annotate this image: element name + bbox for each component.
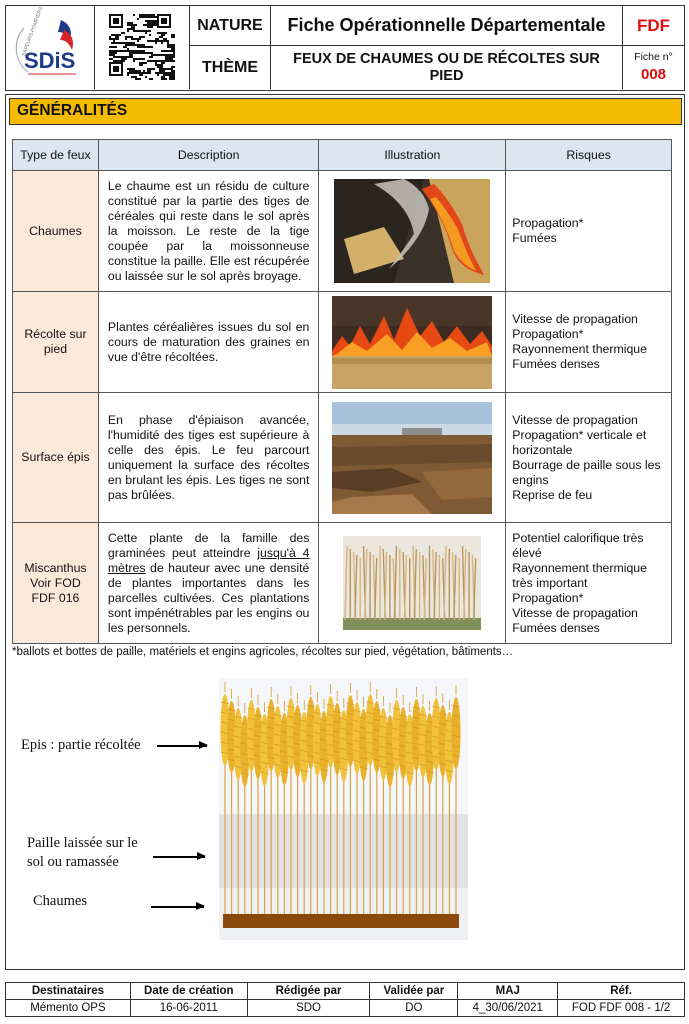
description-underlined: jusqu'à 4 mètres <box>107 545 310 575</box>
sdis-logo <box>6 6 95 89</box>
header-illustration: Illustration <box>319 140 506 171</box>
header-type: Type de feux <box>13 140 99 171</box>
stubble-fire-photo <box>319 171 506 292</box>
miscanthus-photo <box>319 523 506 644</box>
risk-item: Rayonnement thermique très important <box>512 560 647 590</box>
wheat-plant-diagram <box>219 678 468 940</box>
footer-header: Rédigée par <box>247 983 370 1000</box>
standing-crop-fire-photo <box>319 292 506 393</box>
description-text: de hauteur avec une densité de plantes importantes dans les parcelles cultivées. Ces plantations sont impénétrables par les engins ou les personnels. <box>107 560 310 635</box>
table-header-row <box>13 140 672 171</box>
fiche-number-cell <box>623 46 684 89</box>
row-type: Chaumes <box>13 171 99 292</box>
row-risks <box>506 171 672 292</box>
risk-item: Rayonnement thermique <box>512 342 647 356</box>
fire-types-table <box>12 139 672 644</box>
svg-text:SDiS: SDiS <box>24 48 76 73</box>
footer-header: Réf. <box>558 983 685 1000</box>
header-risks: Risques <box>506 140 672 171</box>
footer-value: 4_30/06/2021 <box>458 1000 558 1017</box>
row-description: Le chaume est un résidu de culture constitué par la partie des tiges de céréales qui reste dans le sol après la moisson. Le reste de la tige coupée par la moissonneuse constitue la paille. Elle est récupérée ou laissée sur le sol après broyage. <box>98 171 318 292</box>
footer-value: FOD FDF 008 - 1/2 <box>558 1000 685 1017</box>
header-description: Description <box>98 140 318 171</box>
risk-item: Fumées denses <box>512 357 600 371</box>
document-title: Fiche Opérationnelle Départementale <box>271 6 623 46</box>
row-risks <box>506 292 672 393</box>
risk-item: Fumées <box>512 231 557 245</box>
row-risks <box>506 393 672 523</box>
type-line: Miscanthus <box>24 560 87 575</box>
fiche-number: 008 <box>640 66 667 83</box>
table-row <box>13 171 672 292</box>
ear-surface-fire-photo <box>319 393 506 523</box>
footnote: *ballots et bottes de paille, matériels et engins agricoles, récoltes sur pied, végétation, bâtiments… <box>12 646 514 658</box>
risk-item: Potentiel calorifique très élevé <box>512 530 644 560</box>
type-line: FDF 016 <box>31 590 80 605</box>
risk-item: Propagation* <box>512 327 584 341</box>
row-type: Récolte sur pied <box>13 292 99 393</box>
document-subtitle: FEUX DE CHAUMES OU DE RÉCOLTES SUR PIED <box>271 46 623 89</box>
row-description: En phase d'épiaison avancée, l'humidité des tiges est supérieure à celle des épis. Le feu parcourt uniquement la surface des récoltes en brulant les épis. Les tiges ne sont pas brûlées. <box>98 393 318 523</box>
table-row <box>13 393 672 523</box>
row-risks <box>506 523 672 644</box>
risk-item: Fumées denses <box>512 620 600 635</box>
risk-item: Propagation* <box>512 216 584 230</box>
risk-item: Bourrage de paille sous les engins <box>512 457 661 487</box>
footer-header: MAJ <box>458 983 558 1000</box>
footer-header-row <box>6 983 685 1000</box>
fiche-number-label: Fiche n° <box>634 51 673 63</box>
footer-value-row <box>6 1000 685 1017</box>
footer-table <box>5 982 685 1017</box>
footer-value: 16-06-2011 <box>130 1000 247 1017</box>
arrow-ears <box>157 745 207 747</box>
label-straw: Paille laissée sur le sol ou ramassée <box>27 835 138 870</box>
label-ears: Epis : partie récoltée <box>21 737 141 753</box>
table-row <box>13 523 672 644</box>
nature-label: NATURE <box>190 6 271 46</box>
row-description: Plantes céréalières issues du sol en cours de maturation des graines en vue d'être récoltées. <box>98 292 318 393</box>
risk-item: Reprise de feu <box>512 487 593 502</box>
footer-header: Destinataires <box>6 983 131 1000</box>
footer-header: Date de création <box>130 983 247 1000</box>
row-type <box>13 523 99 644</box>
arrow-straw <box>153 856 205 858</box>
row-description <box>98 523 318 644</box>
section-title: GÉNÉRALITÉS <box>9 98 682 125</box>
footer-value: DO <box>370 1000 458 1017</box>
row-type: Surface épis <box>13 393 99 523</box>
type-line: Voir FOD <box>30 575 81 590</box>
risk-item: Vitesse de propagation <box>512 605 638 620</box>
footer-value: SDO <box>247 1000 370 1017</box>
risk-item: Vitesse de propagation <box>512 412 638 427</box>
qr-code[interactable] <box>95 6 190 89</box>
document-header <box>5 5 685 91</box>
label-stubble: Chaumes <box>33 893 87 909</box>
footer-value: Mémento OPS <box>6 1000 131 1017</box>
table-row <box>13 292 672 393</box>
arrow-stubble <box>151 906 204 908</box>
svg-text:SAPEURS-POMPIERS: SAPEURS-POMPIERS <box>21 6 45 57</box>
risk-item: Vitesse de propagation <box>512 312 638 326</box>
risk-item: Propagation* <box>512 590 584 605</box>
document-code: FDF <box>623 6 684 46</box>
footer-header: Validée par <box>370 983 458 1000</box>
description-text: Cette plante de la famille des graminées peut atteindre <box>107 530 310 560</box>
theme-label: THÈME <box>190 46 271 89</box>
risk-item: Propagation* verticale et horizontale <box>512 427 647 457</box>
